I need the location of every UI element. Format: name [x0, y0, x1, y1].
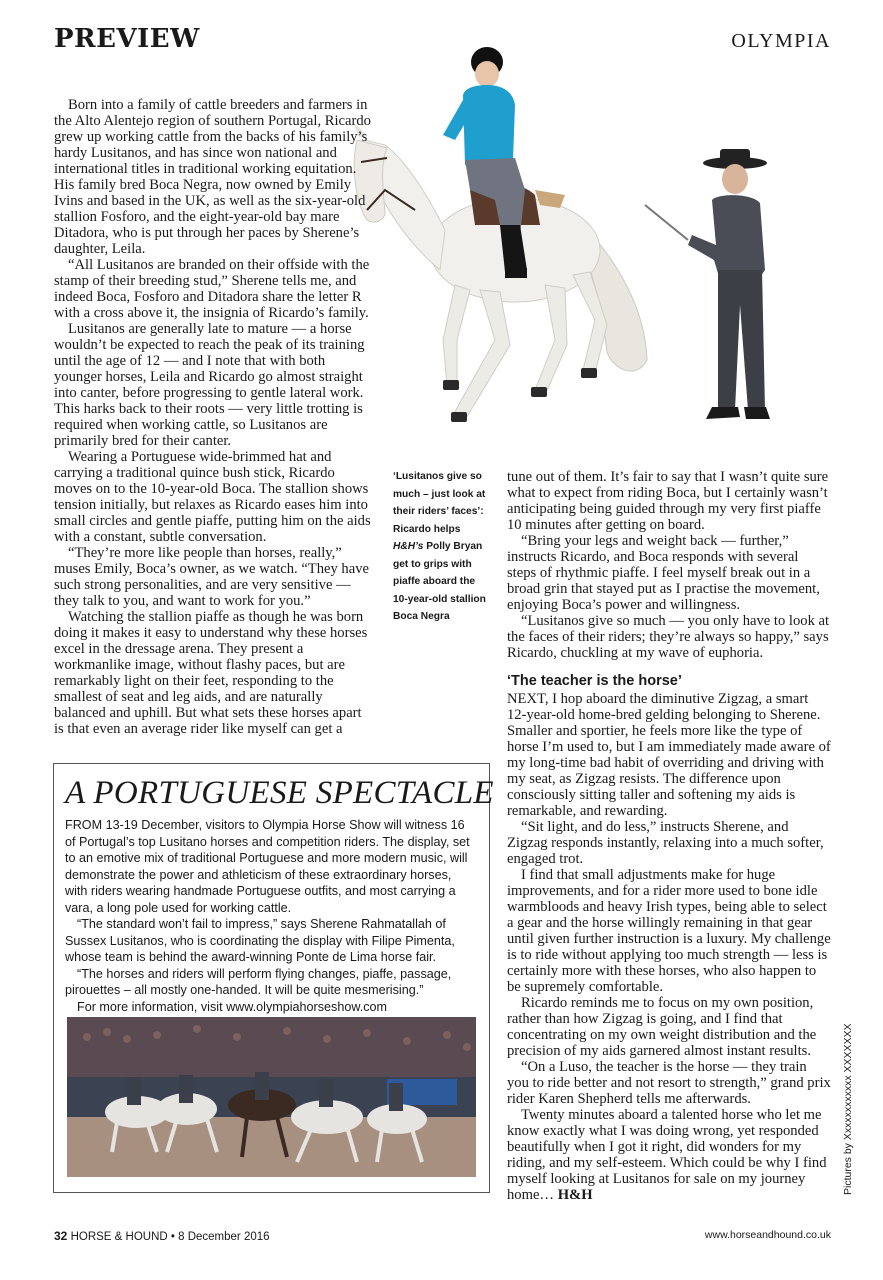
caption-text: Polly Bryan get to grips with piaffe aboard the 10-year-old stallion Boca Negra	[393, 541, 486, 622]
subheading: ‘The teacher is the horse’	[507, 673, 682, 689]
magazine-name: HORSE & HOUND	[70, 1231, 168, 1243]
page-footer	[54, 1229, 270, 1243]
boxout-text	[65, 817, 477, 1015]
boxout-paragraph: “The standard won’t fail to impress,” says Sherene Rahmatallah of Sussex Lusitanos, who is coordinating the display with Filipe Pimenta, whose team is behind the award-winning Ponte de Lima horse fair.	[65, 917, 455, 964]
body-paragraph: “Bring your legs and weight back — further,” instructs Ricardo, and Boca responds with several steps of rhythmic piaffe. I feel myself break out in a broad grin that stayed put as I practise the movement, enjoying Boca’s power and willingness.	[507, 533, 820, 613]
caption-quote: ‘Lusitanos give so much – just look at their riders’ faces’:	[393, 471, 486, 517]
photo-credit: Pictures by Xxxxxxxxxxxx XXXXXXX	[842, 1023, 854, 1195]
body-paragraph: NEXT, I hop aboard the diminutive Zigzag, a smart 12-year-old home-bred gelding belonging to Sherene. Smaller and sportier, he feels more like the type of horse I’m used to, but I am immediately made aware of my long-time bad habit of overriding and driving with my seat, as Zigzag resists. The difference upon consciously sitting taller and softening my aids is remarkable, and rewarding.	[507, 691, 831, 819]
body-paragraph: “All Lusitanos are branded on their offside with the stamp of their breeding stud,” Sherene tells me, and indeed Boca, Fosforo and Ditadora share the letter R with a cross above it, the insignia of Ricardo’s family.	[54, 257, 370, 321]
body-paragraph: Born into a family of cattle breeders and farmers in the Alto Alentejo region of southern Portugal, Ricardo grew up working cattle from the backs of his family’s hardy Lusitanos, and has since won national and international titles in traditional working equitation. His family bred Boca Negra, now owned by Emily Ivins and based in the UK, as well as the six-year-old stallion Fosforo, and the eight-year-old bay mare Ditadora, who is put through her paces by Sherene’s daughter, Leila.	[54, 97, 371, 257]
article-signoff: H&H	[557, 1187, 593, 1203]
article-right-column	[507, 469, 831, 1203]
body-paragraph: “Sit light, and do less,” instructs Sherene, and Zigzag responds instantly, relaxing into a much softer, engaged trot.	[507, 819, 824, 867]
article-left-column	[54, 97, 374, 737]
body-paragraph: I find that small adjustments make for huge improvements, and for a rider more used to bone idle warmbloods and heavy Irish types, being able to select a gear and the horse willingly remaining in that gear until given further instruction is a luxury. My challenge is to ride without applying too much strength — less is certainly more with these horses, who also happen to be supremely comfortable.	[507, 867, 831, 995]
page-number: 32	[54, 1229, 68, 1243]
caption-magazine: H&H’s	[393, 541, 424, 552]
section-label: PREVIEW	[54, 24, 200, 54]
boxout-title: A PORTUGUESE SPECTACLE	[65, 775, 494, 811]
caption-text: Ricardo helps	[393, 523, 461, 535]
final-paragraph-text: Twenty minutes aboard a talented horse who let me know exactly what I was doing wrong, yet responded beautifully when I got it right, did wonders for my riding, and my self-esteem. Which could be why I find myself looking at Lusitanos for sale on my journey home…	[507, 1107, 827, 1203]
trainer-photo	[640, 145, 790, 440]
body-paragraph: “They’re more like people than horses, really,” muses Emily, Boca’s owner, as we watch. “They have such strong personalities, and are very sensitive — they talk to you, and want to work for you.”	[54, 545, 369, 609]
footer-separator: •	[167, 1231, 179, 1243]
body-paragraph: tune out of them. It’s fair to say that I wasn’t quite sure what to expect from riding Boca, but I certainly wasn’t anticipating being guided through my very first piaffe 10 minutes after getting on board.	[507, 469, 829, 533]
body-paragraph: Lusitanos are generally late to mature — a horse wouldn’t be expected to reach the peak of its training until the age of 12 — and I note that with both younger horses, Leila and Ricardo go almost straight into canter, before progressing to gentle lateral work. This harks back to their roots — very little trotting is required when working cattle, so Lusitanos are primarily bred for their canter.	[54, 321, 365, 449]
website-url: www.horseandhound.co.uk	[704, 1229, 831, 1241]
body-paragraph: Wearing a Portuguese wide-brimmed hat and carrying a traditional quince bush stick, Ricardo moves on to the 10-year-old Boca. The stallion shows tension initially, but relaxes as Ricardo eases him into small circles and gentle piaffe, putting him on the aids with a constant, subtle conversation.	[54, 449, 371, 545]
body-paragraph: “On a Luso, the teacher is the horse — they train you to ride better and not resort to strength,” grand prix rider Karen Shepherd tells me afterwards.	[507, 1059, 831, 1107]
body-paragraph: “Lusitanos give so much — you only have to look at the faces of their riders; they’re always so happy,” says Ricardo, chuckling at my wave of euphoria.	[507, 613, 830, 661]
body-paragraph: Watching the stallion piaffe as though he was born doing it makes it easy to understand why these horses excel in the dressage arena. They present a workmanlike image, without flashy paces, but are remarkably light on their feet, responding to the smallest of seat and leg aids, and are naturally balanced and uphill. But what sets these horses apart is that even an average rider like myself can get a	[54, 609, 368, 737]
boxout-paragraph: “The horses and riders will perform flying changes, piaffe, passage, pirouettes – all mostly one-handed. It will be quite mesmerising.”	[65, 966, 452, 997]
event-label: OLYMPIA	[731, 30, 831, 52]
photo-caption	[393, 468, 491, 626]
body-paragraph: Ricardo reminds me to focus on my own position, rather than how Zigzag is going, and I find that concentrating on my own weight distribution and the precision of my aids garnered almost instant results.	[507, 995, 817, 1059]
boxout-paragraph: FROM 13-19 December, visitors to Olympia Horse Show will witness 16 of Portugal’s top Lusitano horses and competition riders. The display, set to an emotive mix of traditional Portuguese and more modern music, will demonstrate the power and athleticism of these extraordinary horses, with riders wearing handmade Portuguese outfits, and most carrying a vara, a long pole used for working cattle.	[65, 818, 470, 915]
boxout-paragraph: For more information, visit www.olympiahorseshow.com	[77, 999, 388, 1014]
body-paragraph	[507, 1107, 831, 1203]
issue-date: 8 December 2016	[178, 1231, 270, 1243]
hero-horse-rider-photo	[345, 40, 665, 430]
arena-display-photo	[67, 1017, 476, 1177]
